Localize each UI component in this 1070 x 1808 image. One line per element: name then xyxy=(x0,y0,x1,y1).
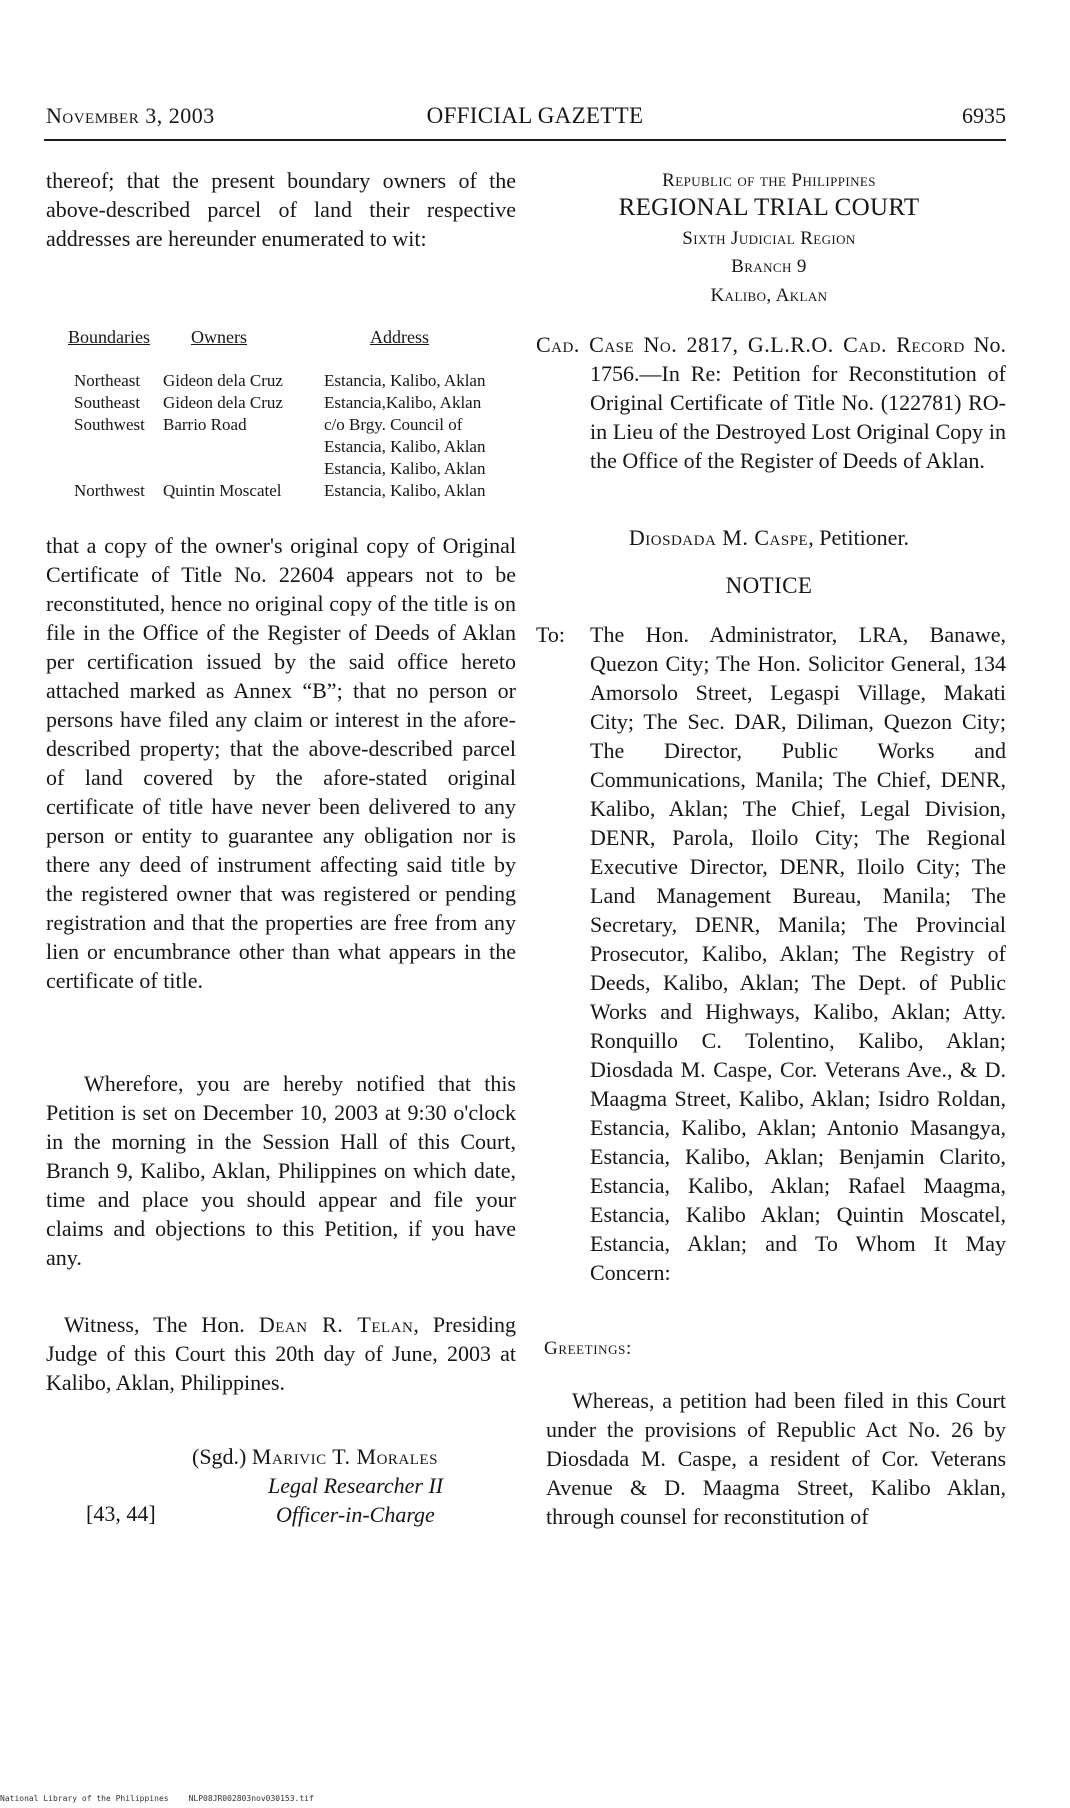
address-cell: Estancia, Kalibo, Aklan xyxy=(324,371,486,390)
scan-footer xyxy=(0,1794,334,1804)
witness-prefix: Witness, The Hon. xyxy=(64,1312,259,1337)
right-paragraph-whereas: Whereas, a petition had been filed in this Court under the provisions of Republic Act No. 26 by Diosdada M. Caspe, a resident of Cor. Veterans Avenue & D. Maagma Street, Kalibo Aklan, through counsel for reconstitution of xyxy=(546,1388,1006,1529)
case-number: Cad. Case No. 2817, G.L.R.O. Cad. Record xyxy=(536,332,965,357)
owner-cell: Gideon dela Cruz xyxy=(163,371,283,390)
address-cell: Estancia, Kalibo, Aklan xyxy=(324,459,486,478)
court-region: Sixth Judicial Region xyxy=(682,228,856,249)
signature-sgd: (Sgd.) xyxy=(192,1444,252,1469)
left-paragraph-1: thereof; that the present boundary owners of the above-described parcel of land their respective addresses are hereunder enumerated to wit: xyxy=(46,168,516,251)
address-cell: Estancia, Kalibo, Aklan xyxy=(324,437,486,456)
footer-library: National Library of the Philippines xyxy=(0,1794,169,1803)
signatory-title-2: Officer-in-Charge xyxy=(276,1502,435,1527)
court-country: Republic of the Philippines xyxy=(662,170,876,191)
notice-heading: NOTICE xyxy=(725,573,813,598)
footer-file: NLP08JR002803nov030153.tif xyxy=(188,1794,314,1803)
court-location: Kalibo, Aklan xyxy=(710,285,828,306)
witness-suffix: , Presiding Judge of this Court this 20th day of June, 2003 at Kalibo, Aklan, Philippines. xyxy=(46,1312,516,1395)
petitioner-line xyxy=(536,523,1002,552)
judge-name: Dean R. Telan xyxy=(258,1312,414,1337)
case-description: No. 1756.—In Re: Petition for Reconstitution of Original Certificate of Title No. (122781) RO-in Lieu of the Destroyed Lost Original Copy in the Office of the Register of Deeds of Aklan. xyxy=(590,332,1006,473)
petitioner-name: Diosdada M. Caspe xyxy=(628,525,809,550)
signatory-title-1: Legal Researcher II xyxy=(268,1473,444,1498)
left-paragraph-2: that a copy of the owner's original copy of Original Certificate of Title No. 22604 appears not to be reconstituted, hence no original copy of the title is on file in the Office of the Register of Deeds of Aklan per certification issued by the said office hereto attached marked as Annex “B”; that no person or persons have filed any claim or interest in the afore-described property; that the above-described parcel of land covered by the afore-stated original certificate of title have never been delivered to any person or entity to guarantee any obligation nor is there any deed of instrument affecting said title by the registered owner that was registered or pending registration and that the properties are free from any lien or encumbrance other than what appears in the certificate of title. xyxy=(46,533,516,993)
table-header-address: Address xyxy=(370,327,429,347)
header-date: November 3, 2003 xyxy=(46,103,215,128)
address-cell: Estancia,Kalibo, Aklan xyxy=(324,393,482,412)
case-caption xyxy=(536,330,1006,475)
address-cell: Estancia, Kalibo, Aklan xyxy=(324,481,486,500)
addressee-list: The Hon. Administrator, LRA, Banawe, Quezon City; The Hon. Solicitor General, 134 Amorsolo Street, Legaspi Village, Makati City; The Sec. DAR, Diliman, Quezon City; The Director, Public Works and Communications, Manila; The Chief, DENR, Kalibo, Aklan; The Chief, Legal Division, DENR, Parola, Iloilo City; The Regional Executive Director, DENR, Iloilo City; The Land Management Bureau, Manila; The Secretary, DENR, Manila; The Provincial Prosecutor, Kalibo, Aklan; The Registry of Deeds, Kalibo, Aklan; The Dept. of Public Works and Highways, Kalibo, Aklan; Atty. Ronquillo C. Tolentino, Kalibo, Aklan; Diosdada M. Caspe, Cor. Veterans Ave., & D. Maagma Street, Kalibo, Aklan; Isidro Roldan, Estancia, Kalibo, Aklan; Antonio Masangya, Estancia, Kalibo, Aklan; Benjamin Clarito, Estancia, Kalibo, Aklan; Rafael Maagma, Estancia, Kalibo Aklan; Quintin Moscatel, Estancia, Aklan; and To Whom It May Concern: xyxy=(590,622,1006,1285)
owner-cell: Quintin Moscatel xyxy=(163,481,282,500)
owner-cell: Barrio Road xyxy=(163,415,247,434)
boundary-cell: Northwest xyxy=(74,481,145,500)
signatory-name: Marivic T. Morales xyxy=(251,1444,438,1469)
boundary-cell: Northeast xyxy=(74,371,141,390)
court-name: REGIONAL TRIAL COURT xyxy=(618,194,920,221)
to-label: To: xyxy=(536,622,566,647)
header-title: OFFICIAL GAZETTE xyxy=(426,103,644,128)
left-paragraph-witness xyxy=(46,1310,516,1397)
court-branch: Branch 9 xyxy=(731,256,807,277)
boundary-cell: Southeast xyxy=(74,393,141,412)
left-paragraph-wherefore: Wherefore, you are hereby notified that this Petition is set on December 10, 2003 at 9:30 o'clock in the morning in the Session Hall of this Court, Branch 9, Kalibo, Aklan, Philippines on which date, time and place you should appear and file your claims and objections to this Petition, if you have any. xyxy=(46,1071,516,1270)
table-header-boundaries: Boundaries xyxy=(68,327,150,347)
boundary-cell: Southwest xyxy=(74,415,145,434)
header-rule xyxy=(44,139,1006,141)
table-header-owners: Owners xyxy=(191,327,247,347)
address-cell: c/o Brgy. Council of xyxy=(324,415,463,434)
greetings-heading: Greetings: xyxy=(544,1338,632,1359)
owner-cell: Gideon dela Cruz xyxy=(163,393,283,412)
petitioner-suffix: , Petitioner. xyxy=(808,525,910,550)
publication-reference: [43, 44] xyxy=(86,1501,156,1526)
header-page-number: 6935 xyxy=(962,103,1006,128)
signature-name-line xyxy=(192,1442,438,1471)
